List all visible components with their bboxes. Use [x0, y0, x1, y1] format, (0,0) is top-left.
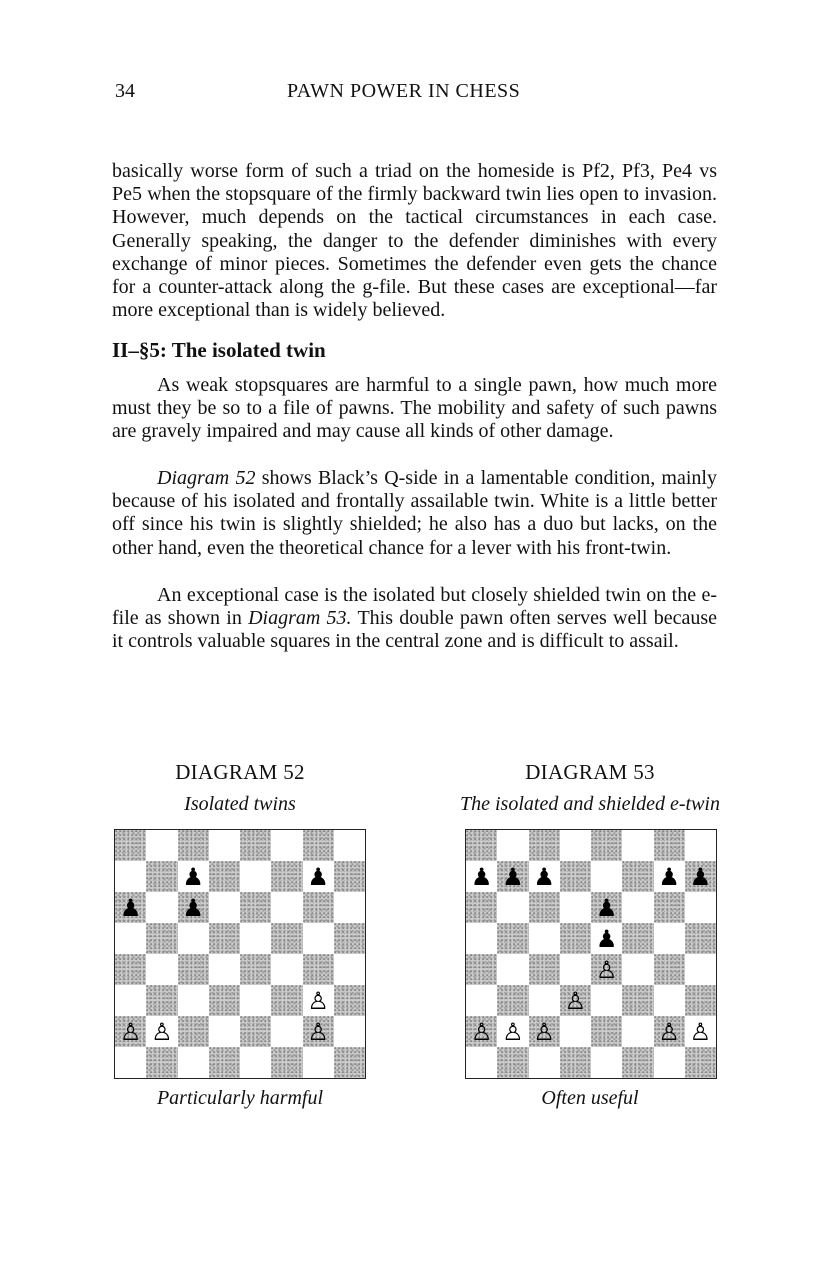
square-c7 — [178, 861, 209, 892]
diagram-53-heading — [425, 760, 755, 816]
square-c7 — [529, 861, 560, 892]
white-pawn-icon: ♙ — [658, 1017, 680, 1046]
square-f8 — [271, 830, 302, 861]
square-e8 — [591, 830, 622, 861]
square-a5 — [115, 923, 146, 954]
square-g7 — [654, 861, 685, 892]
square-c5 — [178, 923, 209, 954]
square-h3 — [334, 985, 365, 1016]
square-d4 — [560, 954, 591, 985]
square-f5 — [622, 923, 653, 954]
square-e3 — [591, 985, 622, 1016]
square-e8 — [240, 830, 271, 861]
square-b7 — [497, 861, 528, 892]
square-b5 — [146, 923, 177, 954]
square-a6 — [466, 892, 497, 923]
paragraph-4-start: An exceptional case is the isolated but closely shielded twin on the e-file as shown in — [112, 584, 717, 630]
square-a4 — [115, 954, 146, 985]
square-e2 — [240, 1016, 271, 1047]
paragraph-1: basically worse form of such a triad on the homeside is Pf2, Pf3, Pe4 vs Pe5 when the stopsquare of the firmly backward twin lies open to invasion. However, much depends on the tactical circumstances in each case. Generally speaking, the danger to the defender diminishes with every exchange of minor pieces. Sometimes the defender even gets the chance for a counter-attack along the g-file. But these cases are exceptional—far more exceptional than is widely believed. — [112, 160, 717, 322]
square-b4 — [146, 954, 177, 985]
square-e6 — [240, 892, 271, 923]
square-b2 — [146, 1016, 177, 1047]
square-h4 — [685, 954, 716, 985]
square-d5 — [560, 923, 591, 954]
black-pawn-icon: ♟ — [307, 862, 329, 891]
square-f3 — [622, 985, 653, 1016]
square-g4 — [303, 954, 334, 985]
white-pawn-icon: ♙ — [307, 1017, 329, 1046]
page-number: 34 — [115, 80, 135, 102]
square-g3 — [303, 985, 334, 1016]
square-e5 — [591, 923, 622, 954]
square-g6 — [654, 892, 685, 923]
black-pawn-icon: ♟ — [595, 893, 618, 922]
square-e6 — [591, 892, 622, 923]
black-pawn-icon: ♟ — [182, 893, 204, 922]
running-title: PAWN POWER IN CHESS — [287, 80, 521, 102]
black-pawn-icon: ♟ — [689, 862, 712, 891]
square-e4 — [591, 954, 622, 985]
square-b2 — [497, 1016, 528, 1047]
white-pawn-icon: ♙ — [533, 1017, 555, 1046]
square-f6 — [271, 892, 302, 923]
white-pawn-icon: ♙ — [470, 1017, 493, 1046]
square-e3 — [240, 985, 271, 1016]
square-e1 — [591, 1047, 622, 1078]
square-h1 — [334, 1047, 365, 1078]
paragraph-4-end: This double pawn often serves well because it controls valuable squares in the central zone and is difficult to assail. — [112, 607, 718, 653]
white-pawn-icon: ♙ — [151, 1017, 173, 1046]
square-f2 — [622, 1016, 653, 1047]
square-d6 — [560, 892, 591, 923]
diagram-caption: Particularly harmful — [156, 1087, 324, 1109]
square-f1 — [271, 1047, 302, 1078]
square-f1 — [622, 1047, 653, 1078]
square-c3 — [178, 985, 209, 1016]
black-pawn-icon: ♟ — [182, 862, 204, 891]
square-h5 — [685, 923, 716, 954]
square-a5 — [466, 923, 497, 954]
square-b5 — [497, 923, 528, 954]
square-a8 — [466, 830, 497, 861]
square-d1 — [560, 1047, 591, 1078]
diagram-title: DIAGRAM 52 — [175, 760, 305, 784]
diagram-52-heading — [75, 760, 405, 816]
square-c4 — [178, 954, 209, 985]
square-f6 — [622, 892, 653, 923]
square-h5 — [334, 923, 365, 954]
square-b8 — [497, 830, 528, 861]
square-h6 — [334, 892, 365, 923]
square-a8 — [115, 830, 146, 861]
square-e7 — [240, 861, 271, 892]
square-f3 — [271, 985, 302, 1016]
square-g5 — [303, 923, 334, 954]
square-a2 — [466, 1016, 497, 1047]
square-a7 — [466, 861, 497, 892]
square-g3 — [654, 985, 685, 1016]
black-pawn-icon: ♟ — [533, 862, 555, 891]
square-f2 — [271, 1016, 302, 1047]
square-c1 — [529, 1047, 560, 1078]
white-pawn-icon: ♙ — [595, 955, 618, 984]
square-h2 — [334, 1016, 365, 1047]
square-a2 — [115, 1016, 146, 1047]
square-h2 — [685, 1016, 716, 1047]
square-d2 — [209, 1016, 240, 1047]
diagram-reference-52: Diagram 52 — [157, 467, 256, 489]
square-e1 — [240, 1047, 271, 1078]
square-b8 — [146, 830, 177, 861]
square-h8 — [685, 830, 716, 861]
square-c8 — [529, 830, 560, 861]
white-pawn-icon: ♙ — [689, 1017, 712, 1046]
square-d7 — [209, 861, 240, 892]
square-d3 — [209, 985, 240, 1016]
square-d2 — [560, 1016, 591, 1047]
square-g1 — [654, 1047, 685, 1078]
square-h6 — [685, 892, 716, 923]
paragraph-3 — [112, 467, 717, 560]
black-pawn-icon: ♟ — [119, 893, 142, 922]
square-a1 — [115, 1047, 146, 1078]
square-h7 — [685, 861, 716, 892]
diagram-title: DIAGRAM 53 — [525, 760, 655, 784]
chess-board-diagram-53 — [465, 829, 717, 1079]
black-pawn-icon: ♟ — [658, 862, 680, 891]
square-b7 — [146, 861, 177, 892]
square-a1 — [466, 1047, 497, 1078]
paragraph-3-text: shows Black’s Q-side in a lamentable condition, mainly because of his isolated and frontally assailable twin. White is a little better off since his twin is slightly shielded; he also has a duo but lacks, on the other hand, even the theoretical chance for a lever with his front-twin. — [112, 467, 717, 559]
square-g8 — [303, 830, 334, 861]
square-g2 — [654, 1016, 685, 1047]
square-g8 — [654, 830, 685, 861]
square-c5 — [529, 923, 560, 954]
square-b6 — [146, 892, 177, 923]
square-d8 — [209, 830, 240, 861]
square-b1 — [497, 1047, 528, 1078]
square-d3 — [560, 985, 591, 1016]
square-c1 — [178, 1047, 209, 1078]
square-g5 — [654, 923, 685, 954]
square-d5 — [209, 923, 240, 954]
square-g2 — [303, 1016, 334, 1047]
square-b3 — [146, 985, 177, 1016]
square-g1 — [303, 1047, 334, 1078]
square-d1 — [209, 1047, 240, 1078]
square-e2 — [591, 1016, 622, 1047]
square-d4 — [209, 954, 240, 985]
square-h7 — [334, 861, 365, 892]
square-c2 — [529, 1016, 560, 1047]
square-a4 — [466, 954, 497, 985]
paragraph-4 — [112, 584, 717, 654]
square-c3 — [529, 985, 560, 1016]
white-pawn-icon: ♙ — [502, 1017, 524, 1046]
square-c6 — [178, 892, 209, 923]
square-f4 — [622, 954, 653, 985]
black-pawn-icon: ♟ — [502, 862, 524, 891]
diagram-reference-53: Diagram 53. — [248, 607, 352, 630]
white-pawn-icon: ♙ — [564, 986, 587, 1015]
square-h8 — [334, 830, 365, 861]
black-pawn-icon: ♟ — [470, 862, 493, 891]
square-h1 — [685, 1047, 716, 1078]
square-f8 — [622, 830, 653, 861]
square-f5 — [271, 923, 302, 954]
square-g7 — [303, 861, 334, 892]
square-c2 — [178, 1016, 209, 1047]
square-a3 — [466, 985, 497, 1016]
square-c8 — [178, 830, 209, 861]
square-f7 — [271, 861, 302, 892]
white-pawn-icon: ♙ — [307, 986, 329, 1015]
white-pawn-icon: ♙ — [119, 1017, 142, 1046]
square-g4 — [654, 954, 685, 985]
square-d7 — [560, 861, 591, 892]
square-b3 — [497, 985, 528, 1016]
square-c6 — [529, 892, 560, 923]
chess-board-diagram-52 — [114, 829, 366, 1079]
paragraph-2: As weak stopsquares are harmful to a single pawn, how much more must they be so to a file of pawns. The mobility and safety of such pawns are gravely impaired and may cause all kinds of other damage. — [112, 374, 717, 443]
square-e5 — [240, 923, 271, 954]
square-e4 — [240, 954, 271, 985]
square-a6 — [115, 892, 146, 923]
diagram-caption: Often useful — [541, 1087, 639, 1109]
square-b4 — [497, 954, 528, 985]
square-a7 — [115, 861, 146, 892]
section-heading: II–§5: The isolated twin — [112, 338, 326, 362]
square-f4 — [271, 954, 302, 985]
square-g6 — [303, 892, 334, 923]
square-a3 — [115, 985, 146, 1016]
square-h3 — [685, 985, 716, 1016]
black-pawn-icon: ♟ — [595, 924, 618, 953]
diagram-subtitle: Isolated twins — [184, 793, 296, 815]
square-d6 — [209, 892, 240, 923]
square-b6 — [497, 892, 528, 923]
square-f7 — [622, 861, 653, 892]
square-b1 — [146, 1047, 177, 1078]
diagram-subtitle: The isolated and shielded e-twin — [460, 793, 720, 815]
square-e7 — [591, 861, 622, 892]
square-c4 — [529, 954, 560, 985]
square-d8 — [560, 830, 591, 861]
square-h4 — [334, 954, 365, 985]
